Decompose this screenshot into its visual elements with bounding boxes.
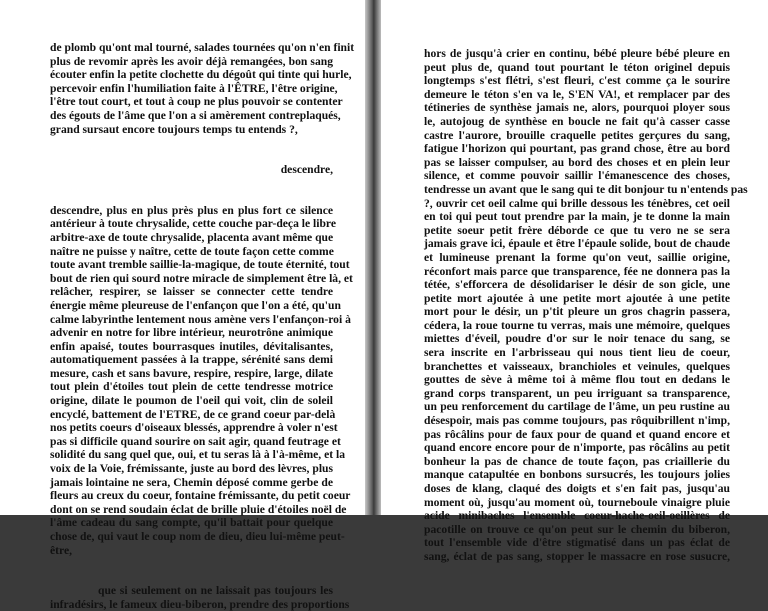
text-line: longtemps s'est flétri, s'est fleuri, c'est comme ça le sourire (424, 74, 730, 88)
paragraph-gap (50, 136, 333, 163)
text-line: des égouts de l'âme que l'on a si amèrement contreplaqués, (50, 108, 341, 122)
text-line: descendre, (280, 163, 333, 177)
text-line: manque catapultée en bonbons sursucrés, les toujours jolies (424, 468, 730, 482)
book-gutter (365, 0, 381, 515)
right-page (381, 0, 768, 563)
text-line: encyclé, battement de l'ETRE, de ce grand coeur par-delà (50, 407, 336, 421)
left-page (0, 0, 365, 611)
text-line: nos petits coeurs d'oiseaux blessés, apprendre à voler n'est (50, 421, 338, 435)
text-line: pas se laisser compulser, au bord des choses et en plein leur (424, 155, 730, 169)
text-line: le, autojoug de synthèse en boucle ne fait qu'à casser casse (424, 114, 730, 128)
text-line: branchettes et vaisseaux, branchioles et veinules, quelques (424, 359, 730, 373)
text-line: petite soeur petit frère déborde ce que tu vero ne se sera (424, 223, 730, 237)
text-line: bonheur la pas de chance de toute façon, pas criaillerie du (424, 454, 730, 468)
text-line: tout plein d'étoiles tout plein de cette tendresse motrice (50, 380, 333, 394)
text-line: moment où, jusqu'au moment où, tourneboule vinaigre pluie (424, 495, 730, 509)
text-line: antérieur à toute chrysalide, cette couche par-deça le libre (50, 217, 337, 231)
text-line: arbitre-axe de toute chrysalide, placenta avant même que (50, 230, 334, 244)
text-line: cédera, la roue tourne tu verras, mais une mémoire, quelques (424, 318, 730, 332)
left-page-text (50, 41, 355, 611)
text-line: être, (50, 543, 72, 557)
text-line: castre l'aurore, brouille craquelle petites gerçures du sang, (424, 128, 730, 142)
text-line: fatigue l'horizon qui pourtant, pas grand chose, être au bord (424, 142, 730, 156)
text-line: l'être tout court, et tout à coup ne plus pouvoir se contenter (50, 95, 343, 109)
text-line: petite mort ajoutée à une petite mort ajoutée à une petite (424, 291, 730, 305)
text-line: et lumineuse prenant la forme qu'on veut, saillie origine, (424, 250, 730, 264)
text-line: mort pour le désir, un p'tit pleure un gros chagrin passera, (424, 305, 730, 319)
text-line: infradésirs, le fameux dieu-biberon, prendre des proportions (50, 597, 350, 611)
text-line: sera inscrite en l'arbrisseau qui nous tient lieu de coeur, (424, 346, 730, 360)
text-line: énergie même pleureuse de l'enfançon que l'on a été, qu'un (50, 298, 341, 312)
text-line: tétée, s'efforcera de désolidariser le désir de son gicle, une (424, 278, 730, 292)
text-line: pas si difficile quand sourire on sait agir, quand feutrage et (50, 434, 341, 448)
text-line: jamais grave ici, épaule et être l'épaule solide, bout de chaude (424, 237, 730, 251)
text-line: naître ne puisse y naître, cette de toute façon cette comme (50, 244, 334, 258)
text-line: toute avant tremble saillie-la-magique, de toute éternité, tout (50, 258, 350, 272)
text-line: silence, et comme pouvoir saillir l'émanescence des choses, (424, 169, 730, 183)
text-line: plus de revomir après les avoir déjà remangées, bon sang (50, 54, 333, 68)
text-line: solidité du sang quel que, oui, et tu seras là à l'à-même, et la (50, 448, 345, 462)
text-line: peut plus de, quand tout pourtant le téton originel depuis (424, 60, 730, 74)
text-line: relâcher, respirer, se laisser se connecter cette tendre (50, 285, 333, 299)
text-line: miettes d'éveil, poudre d'or sur le noir tenace du sang, se (424, 332, 730, 346)
text-line: en toi qui peut tout prendre par la main, je te donne la main (424, 210, 730, 224)
text-line: bout de rien qui sourd notre miracle de simplement être là, et (50, 271, 353, 285)
paragraph-gap (50, 177, 333, 204)
text-line: doses de klang, claqué des doigts et s'en fait pas, jusqu'au (424, 482, 730, 495)
text-line: grand corps transparent, un peu irriguant sa transparence, (424, 386, 730, 400)
text-line: dont on se rend soudain éclat de brille pluie d'étoiles noël de (50, 502, 347, 516)
text-line: enfin apaisé, toutes bourrasques inutiles, dévitalisantes, (50, 339, 333, 353)
text-line: chose de, qui vaut le coup nom de dieu, dieu lui-même peut- (50, 530, 345, 543)
text-line: hors de jusqu'à crier en continu, bébé pleure bébé pleure en (424, 47, 730, 60)
text-line: automatiquement passées à la trappe, sérénité sans demi (50, 353, 333, 367)
text-line: l'âme cadeau du sang compte, qu'il battait pour quelque (50, 516, 333, 530)
text-line: jamais lointaine ne sera, Chemin déposé comme gerbe de (50, 475, 333, 489)
text-line: que si seulement on ne laissait pas toujours les (98, 584, 333, 598)
text-line: ?, ouvrir cet oeil calme qui brille dessous les ténèbres, cet oeil (424, 196, 730, 210)
text-line: advenir en notre for libre intérieur, neurotrône animique (50, 326, 333, 340)
text-line: tendresse un avant que le sang qui te dit bonjour tu n'entends pas (424, 182, 748, 196)
text-line: de plomb qu'ont mal tourné, salades tournées qu'on n'en finit (50, 41, 355, 54)
text-line: pas rôcâlins pour de faux pour de quand et quand encore et (424, 427, 730, 441)
text-line: demeure le téton s'en va le, S'EN VA!, et remplacer par des (424, 87, 730, 101)
text-line: désespoir, mais pas comme toujours, pas rôquibrillent n'imp, (424, 414, 730, 428)
text-line: écouter enfin la petite clochette du dégoût qui tinte qui hurle, (50, 68, 352, 82)
text-line: mesure, cash et sans bavure, respire, respire, large, dilate (50, 366, 333, 380)
text-line: un peu renforcement du cartilage de l'âme, un peu rustine au (424, 400, 730, 414)
text-line: fleurs au creux du coeur, fontaine frémissante, du petit coeur (50, 489, 351, 503)
right-page-text (424, 47, 748, 564)
text-line: réconfort mais parce que transparence, fée ne donnera pas la (424, 264, 730, 278)
text-line: voix de la Voie, frémissante, juste au bord des lèvres, plus (50, 462, 333, 476)
paragraph-gap (50, 557, 333, 584)
text-line: calme labyrinthe lentement nous amène vers l'enfançon-roi à (50, 312, 351, 326)
text-line: percevoir enfin l'humiliation faite à l'ÊTRE, l'être origine, (50, 81, 338, 95)
text-line: acide minibaches l'ensemble coeur-hache-oeil-oeillères de (424, 509, 730, 523)
text-line: quand encore encore pour de n'importe, pas rôcâlins au petit (424, 441, 730, 455)
text-line: pacotille on trouve ce qu'on peut sur le chemin du biberon, (424, 522, 730, 536)
text-line: grand sursaut encore toujours temps tu entends ?, (50, 122, 298, 136)
text-line: sang, éclat de pas sang, stopper le massacre en rose susucre, (424, 549, 730, 563)
text-line: tout l'ensemble vide d'être stigmatisé dans un pas éclat de (424, 536, 730, 550)
text-line: origine, dilate le poumon de l'oeil qui voit, clin de soleil (50, 394, 333, 408)
text-line: descendre, plus en plus près plus en plus fort ce silence (50, 203, 333, 217)
text-line: tétineries de synthèse jamais ne, alors, pourquoi ployer sous (424, 101, 730, 115)
text-line: gouttes de sève à même toi à même flou tout en dedans le (424, 373, 730, 387)
